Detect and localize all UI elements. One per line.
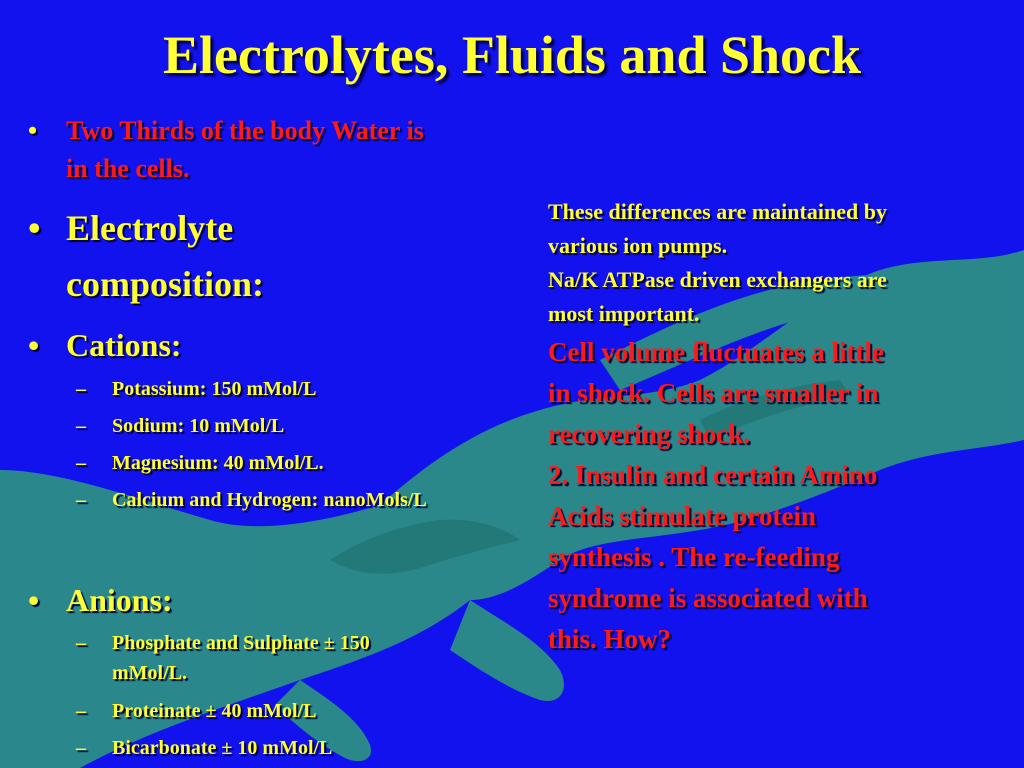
bullet-icon: • [28, 116, 38, 145]
bullet-icon: • [28, 327, 40, 363]
shock-note-line: syndrome is associated with [548, 583, 868, 613]
shock-note-line: Acids stimulate protein [548, 501, 816, 531]
note-line: These differences are maintained by [548, 199, 887, 224]
cation-item: Potassium: 150 mMol/L [112, 378, 317, 400]
dash-icon: – [76, 378, 86, 400]
bullet-icon: • [28, 582, 40, 618]
cation-item: Calcium and Hydrogen: nanoMols/L [112, 489, 427, 511]
note-line: most important. [548, 301, 700, 326]
shock-note-line: Cell volume fluctuates a little [548, 337, 884, 367]
slide-title: Electrolytes, Fluids and Shock [162, 25, 862, 85]
anions-heading: Anions: [66, 582, 173, 618]
cations-heading: Cations: [66, 327, 182, 363]
dash-icon: – [76, 415, 86, 437]
anion-item: Proteinate ± 40 mMol/L [112, 700, 317, 722]
electrolyte-heading-line-2: composition: [66, 264, 264, 304]
shock-note-line: this. How? [548, 624, 672, 654]
dash-icon: – [76, 489, 86, 511]
cation-item: Sodium: 10 mMol/L [112, 415, 285, 437]
anion-item-line-1: Phosphate and Sulphate ± 150 [112, 632, 370, 654]
note-line: Na/K ATPase driven exchangers are [548, 267, 887, 292]
shock-note-line: synthesis . The re-feeding [548, 542, 840, 572]
note-line: various ion pumps. [548, 233, 728, 258]
shock-note-line: recovering shock. [548, 419, 750, 449]
anion-item-line-2: mMol/L. [112, 662, 187, 684]
dash-icon: – [76, 452, 86, 474]
intro-line-1: Two Thirds of the body Water is [66, 116, 424, 145]
intro-line-2: in the cells. [66, 154, 190, 183]
electrolyte-heading-line-1: Electrolyte [66, 208, 234, 248]
cation-item: Magnesium: 40 mMol/L. [112, 452, 324, 474]
bullet-icon: • [28, 208, 41, 248]
dash-icon: – [76, 632, 86, 654]
shock-note-line: 2. Insulin and certain Amino [548, 460, 878, 490]
dash-icon: – [76, 737, 86, 759]
anion-item: Bicarbonate ± 10 mMol/L [112, 737, 333, 759]
shock-note-line: in shock. Cells are smaller in [548, 378, 879, 408]
dash-icon: – [76, 700, 86, 722]
